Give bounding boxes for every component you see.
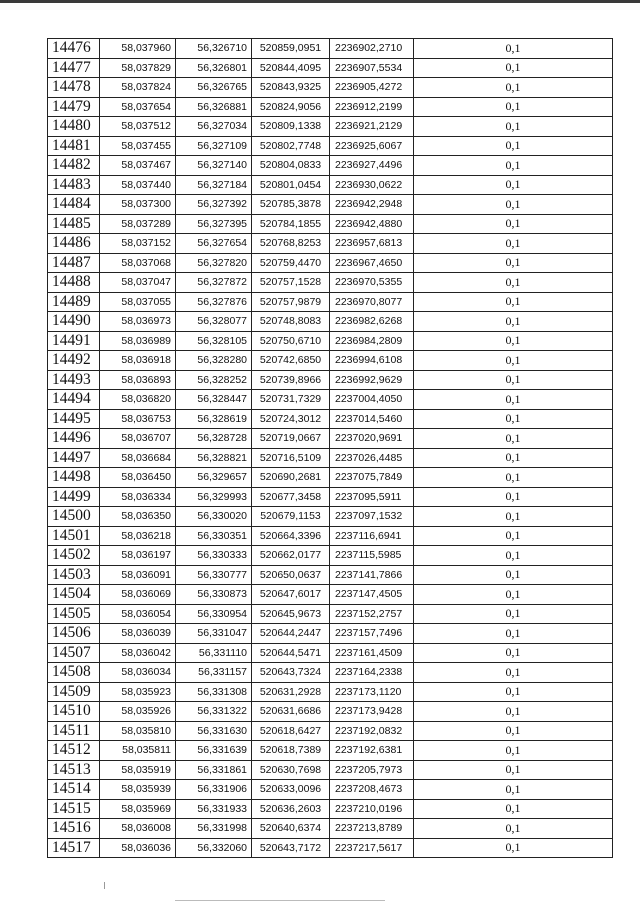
table-row (48, 370, 613, 390)
accuracy-cell: 0,1 (414, 370, 613, 390)
table-row (48, 97, 613, 117)
longitude-cell: 56,326765 (176, 78, 252, 98)
longitude-cell: 56,327109 (176, 136, 252, 156)
longitude-cell: 56,327820 (176, 253, 252, 273)
latitude-cell: 58,037654 (100, 97, 176, 117)
accuracy-cell: 0,1 (414, 39, 613, 59)
table-row (48, 39, 613, 59)
latitude-cell: 58,037455 (100, 136, 176, 156)
longitude-cell: 56,326881 (176, 97, 252, 117)
table-row (48, 760, 613, 780)
accuracy-cell: 0,1 (414, 838, 613, 858)
point-number-cell: 14497 (48, 448, 100, 468)
latitude-cell: 58,035939 (100, 780, 176, 800)
y-coordinate-cell: 2237192,0832 (330, 721, 414, 741)
y-coordinate-cell: 2236957,6813 (330, 234, 414, 254)
x-coordinate-cell: 520690,2681 (252, 468, 330, 488)
point-number-cell: 14481 (48, 136, 100, 156)
latitude-cell: 58,036820 (100, 390, 176, 410)
table-row (48, 643, 613, 663)
table-row (48, 117, 613, 137)
table-row (48, 702, 613, 722)
table-row (48, 546, 613, 566)
latitude-cell: 58,036918 (100, 351, 176, 371)
x-coordinate-cell: 520631,2928 (252, 682, 330, 702)
accuracy-cell: 0,1 (414, 195, 613, 215)
x-coordinate-cell: 520748,8083 (252, 312, 330, 332)
longitude-cell: 56,331110 (176, 643, 252, 663)
table-row (48, 663, 613, 683)
x-coordinate-cell: 520757,1528 (252, 273, 330, 293)
point-number-cell: 14492 (48, 351, 100, 371)
latitude-cell: 58,037829 (100, 58, 176, 78)
accuracy-cell: 0,1 (414, 604, 613, 624)
latitude-cell: 58,035969 (100, 799, 176, 819)
accuracy-cell: 0,1 (414, 585, 613, 605)
longitude-cell: 56,327140 (176, 156, 252, 176)
table-row (48, 507, 613, 527)
table-row (48, 487, 613, 507)
point-number-cell: 14511 (48, 721, 100, 741)
longitude-cell: 56,331998 (176, 819, 252, 839)
longitude-cell: 56,331933 (176, 799, 252, 819)
latitude-cell: 58,036008 (100, 819, 176, 839)
point-number-cell: 14509 (48, 682, 100, 702)
x-coordinate-cell: 520804,0833 (252, 156, 330, 176)
x-coordinate-cell: 520757,9879 (252, 292, 330, 312)
table-row (48, 58, 613, 78)
table-row (48, 156, 613, 176)
y-coordinate-cell: 2237157,7496 (330, 624, 414, 644)
longitude-cell: 56,327876 (176, 292, 252, 312)
longitude-cell: 56,327034 (176, 117, 252, 137)
latitude-cell: 58,036091 (100, 565, 176, 585)
latitude-cell: 58,037824 (100, 78, 176, 98)
latitude-cell: 58,036034 (100, 663, 176, 683)
latitude-cell: 58,037068 (100, 253, 176, 273)
point-number-cell: 14487 (48, 253, 100, 273)
longitude-cell: 56,331861 (176, 760, 252, 780)
latitude-cell: 58,036197 (100, 546, 176, 566)
longitude-cell: 56,331322 (176, 702, 252, 722)
longitude-cell: 56,330020 (176, 507, 252, 527)
latitude-cell: 58,036036 (100, 838, 176, 858)
accuracy-cell: 0,1 (414, 799, 613, 819)
x-coordinate-cell: 520662,0177 (252, 546, 330, 566)
point-number-cell: 14496 (48, 429, 100, 449)
longitude-cell: 56,330351 (176, 526, 252, 546)
x-coordinate-cell: 520759,4470 (252, 253, 330, 273)
point-number-cell: 14484 (48, 195, 100, 215)
accuracy-cell: 0,1 (414, 546, 613, 566)
accuracy-cell: 0,1 (414, 175, 613, 195)
coordinates-table (47, 38, 613, 858)
longitude-cell: 56,328619 (176, 409, 252, 429)
y-coordinate-cell: 2237164,2338 (330, 663, 414, 683)
longitude-cell: 56,326801 (176, 58, 252, 78)
table-row (48, 565, 613, 585)
x-coordinate-cell: 520650,0637 (252, 565, 330, 585)
longitude-cell: 56,332060 (176, 838, 252, 858)
y-coordinate-cell: 2237097,1532 (330, 507, 414, 527)
longitude-cell: 56,331157 (176, 663, 252, 683)
accuracy-cell: 0,1 (414, 741, 613, 761)
point-number-cell: 14514 (48, 780, 100, 800)
y-coordinate-cell: 2237152,2757 (330, 604, 414, 624)
longitude-cell: 56,328821 (176, 448, 252, 468)
accuracy-cell: 0,1 (414, 663, 613, 683)
latitude-cell: 58,037055 (100, 292, 176, 312)
point-number-cell: 14507 (48, 643, 100, 663)
table-row (48, 78, 613, 98)
latitude-cell: 58,036707 (100, 429, 176, 449)
point-number-cell: 14495 (48, 409, 100, 429)
point-number-cell: 14506 (48, 624, 100, 644)
accuracy-cell: 0,1 (414, 507, 613, 527)
table-row (48, 526, 613, 546)
y-coordinate-cell: 2236921,2129 (330, 117, 414, 137)
accuracy-cell: 0,1 (414, 292, 613, 312)
scan-bottom-line (175, 900, 385, 901)
point-number-cell: 14483 (48, 175, 100, 195)
x-coordinate-cell: 520633,0096 (252, 780, 330, 800)
latitude-cell: 58,036054 (100, 604, 176, 624)
longitude-cell: 56,331906 (176, 780, 252, 800)
accuracy-cell: 0,1 (414, 390, 613, 410)
point-number-cell: 14482 (48, 156, 100, 176)
x-coordinate-cell: 520645,9673 (252, 604, 330, 624)
y-coordinate-cell: 2237161,4509 (330, 643, 414, 663)
table-row (48, 799, 613, 819)
longitude-cell: 56,330873 (176, 585, 252, 605)
table-row (48, 780, 613, 800)
latitude-cell: 58,036893 (100, 370, 176, 390)
table-row (48, 390, 613, 410)
point-number-cell: 14502 (48, 546, 100, 566)
x-coordinate-cell: 520618,7389 (252, 741, 330, 761)
latitude-cell: 58,036684 (100, 448, 176, 468)
y-coordinate-cell: 2236925,6067 (330, 136, 414, 156)
point-number-cell: 14505 (48, 604, 100, 624)
x-coordinate-cell: 520636,2603 (252, 799, 330, 819)
table-row (48, 585, 613, 605)
accuracy-cell: 0,1 (414, 136, 613, 156)
longitude-cell: 56,326710 (176, 39, 252, 59)
point-number-cell: 14493 (48, 370, 100, 390)
x-coordinate-cell: 520802,7748 (252, 136, 330, 156)
x-coordinate-cell: 520719,0667 (252, 429, 330, 449)
point-number-cell: 14498 (48, 468, 100, 488)
longitude-cell: 56,328077 (176, 312, 252, 332)
latitude-cell: 58,037960 (100, 39, 176, 59)
accuracy-cell: 0,1 (414, 97, 613, 117)
y-coordinate-cell: 2237192,6381 (330, 741, 414, 761)
longitude-cell: 56,327392 (176, 195, 252, 215)
y-coordinate-cell: 2236942,4880 (330, 214, 414, 234)
x-coordinate-cell: 520631,6686 (252, 702, 330, 722)
table-row (48, 331, 613, 351)
y-coordinate-cell: 2236912,2199 (330, 97, 414, 117)
x-coordinate-cell: 520739,8966 (252, 370, 330, 390)
y-coordinate-cell: 2236927,4496 (330, 156, 414, 176)
longitude-cell: 56,330777 (176, 565, 252, 585)
y-coordinate-cell: 2237115,5985 (330, 546, 414, 566)
x-coordinate-cell: 520731,7329 (252, 390, 330, 410)
table-row (48, 312, 613, 332)
table-row (48, 838, 613, 858)
table-row (48, 624, 613, 644)
y-coordinate-cell: 2237217,5617 (330, 838, 414, 858)
table-row (48, 136, 613, 156)
x-coordinate-cell: 520785,3878 (252, 195, 330, 215)
y-coordinate-cell: 2236907,5534 (330, 58, 414, 78)
accuracy-cell: 0,1 (414, 409, 613, 429)
latitude-cell: 58,037440 (100, 175, 176, 195)
point-number-cell: 14478 (48, 78, 100, 98)
accuracy-cell: 0,1 (414, 331, 613, 351)
latitude-cell: 58,037467 (100, 156, 176, 176)
point-number-cell: 14486 (48, 234, 100, 254)
latitude-cell: 58,037152 (100, 234, 176, 254)
latitude-cell: 58,036753 (100, 409, 176, 429)
table-row (48, 253, 613, 273)
accuracy-cell: 0,1 (414, 682, 613, 702)
point-number-cell: 14508 (48, 663, 100, 683)
y-coordinate-cell: 2236902,2710 (330, 39, 414, 59)
x-coordinate-cell: 520618,6427 (252, 721, 330, 741)
accuracy-cell: 0,1 (414, 429, 613, 449)
x-coordinate-cell: 520742,6850 (252, 351, 330, 371)
x-coordinate-cell: 520643,7324 (252, 663, 330, 683)
table-row (48, 292, 613, 312)
latitude-cell: 58,035811 (100, 741, 176, 761)
scan-artifact-mark (104, 882, 105, 889)
table-row (48, 468, 613, 488)
accuracy-cell: 0,1 (414, 58, 613, 78)
x-coordinate-cell: 520647,6017 (252, 585, 330, 605)
y-coordinate-cell: 2237020,9691 (330, 429, 414, 449)
latitude-cell: 58,037300 (100, 195, 176, 215)
latitude-cell: 58,037512 (100, 117, 176, 137)
accuracy-cell: 0,1 (414, 643, 613, 663)
point-number-cell: 14477 (48, 58, 100, 78)
latitude-cell: 58,036450 (100, 468, 176, 488)
accuracy-cell: 0,1 (414, 624, 613, 644)
accuracy-cell: 0,1 (414, 214, 613, 234)
x-coordinate-cell: 520664,3396 (252, 526, 330, 546)
y-coordinate-cell: 2237205,7973 (330, 760, 414, 780)
latitude-cell: 58,035919 (100, 760, 176, 780)
y-coordinate-cell: 2236994,6108 (330, 351, 414, 371)
scan-top-edge (0, 0, 640, 3)
longitude-cell: 56,328728 (176, 429, 252, 449)
y-coordinate-cell: 2237210,0196 (330, 799, 414, 819)
latitude-cell: 58,036218 (100, 526, 176, 546)
point-number-cell: 14480 (48, 117, 100, 137)
accuracy-cell: 0,1 (414, 234, 613, 254)
latitude-cell: 58,036973 (100, 312, 176, 332)
longitude-cell: 56,331308 (176, 682, 252, 702)
y-coordinate-cell: 2237116,6941 (330, 526, 414, 546)
x-coordinate-cell: 520859,0951 (252, 39, 330, 59)
longitude-cell: 56,328105 (176, 331, 252, 351)
table-row (48, 741, 613, 761)
table-row (48, 351, 613, 371)
point-number-cell: 14504 (48, 585, 100, 605)
longitude-cell: 56,327872 (176, 273, 252, 293)
longitude-cell: 56,327654 (176, 234, 252, 254)
y-coordinate-cell: 2236970,5355 (330, 273, 414, 293)
x-coordinate-cell: 520679,1153 (252, 507, 330, 527)
accuracy-cell: 0,1 (414, 760, 613, 780)
longitude-cell: 56,327395 (176, 214, 252, 234)
x-coordinate-cell: 520750,6710 (252, 331, 330, 351)
accuracy-cell: 0,1 (414, 526, 613, 546)
latitude-cell: 58,036069 (100, 585, 176, 605)
x-coordinate-cell: 520824,9056 (252, 97, 330, 117)
y-coordinate-cell: 2236982,6268 (330, 312, 414, 332)
y-coordinate-cell: 2237004,4050 (330, 390, 414, 410)
longitude-cell: 56,331639 (176, 741, 252, 761)
latitude-cell: 58,035810 (100, 721, 176, 741)
y-coordinate-cell: 2237141,7866 (330, 565, 414, 585)
longitude-cell: 56,328447 (176, 390, 252, 410)
latitude-cell: 58,037047 (100, 273, 176, 293)
longitude-cell: 56,331047 (176, 624, 252, 644)
y-coordinate-cell: 2237095,5911 (330, 487, 414, 507)
point-number-cell: 14490 (48, 312, 100, 332)
point-number-cell: 14485 (48, 214, 100, 234)
table-row (48, 214, 613, 234)
latitude-cell: 58,036334 (100, 487, 176, 507)
table-row (48, 721, 613, 741)
y-coordinate-cell: 2237173,9428 (330, 702, 414, 722)
x-coordinate-cell: 520784,1855 (252, 214, 330, 234)
point-number-cell: 14500 (48, 507, 100, 527)
table-row (48, 429, 613, 449)
coordinates-table-body (48, 39, 613, 858)
point-number-cell: 14489 (48, 292, 100, 312)
y-coordinate-cell: 2236970,8077 (330, 292, 414, 312)
y-coordinate-cell: 2236992,9629 (330, 370, 414, 390)
longitude-cell: 56,327184 (176, 175, 252, 195)
y-coordinate-cell: 2236984,2809 (330, 331, 414, 351)
table-row (48, 195, 613, 215)
latitude-cell: 58,036042 (100, 643, 176, 663)
x-coordinate-cell: 520640,6374 (252, 819, 330, 839)
y-coordinate-cell: 2237208,4673 (330, 780, 414, 800)
y-coordinate-cell: 2237213,8789 (330, 819, 414, 839)
x-coordinate-cell: 520716,5109 (252, 448, 330, 468)
accuracy-cell: 0,1 (414, 780, 613, 800)
accuracy-cell: 0,1 (414, 448, 613, 468)
point-number-cell: 14512 (48, 741, 100, 761)
table-row (48, 409, 613, 429)
y-coordinate-cell: 2237075,7849 (330, 468, 414, 488)
x-coordinate-cell: 520630,7698 (252, 760, 330, 780)
longitude-cell: 56,330333 (176, 546, 252, 566)
longitude-cell: 56,331630 (176, 721, 252, 741)
x-coordinate-cell: 520843,9325 (252, 78, 330, 98)
table-row (48, 273, 613, 293)
x-coordinate-cell: 520801,0454 (252, 175, 330, 195)
accuracy-cell: 0,1 (414, 117, 613, 137)
x-coordinate-cell: 520809,1338 (252, 117, 330, 137)
y-coordinate-cell: 2236905,4272 (330, 78, 414, 98)
point-number-cell: 14513 (48, 760, 100, 780)
point-number-cell: 14494 (48, 390, 100, 410)
point-number-cell: 14517 (48, 838, 100, 858)
table-row (48, 234, 613, 254)
x-coordinate-cell: 520644,5471 (252, 643, 330, 663)
accuracy-cell: 0,1 (414, 702, 613, 722)
longitude-cell: 56,330954 (176, 604, 252, 624)
y-coordinate-cell: 2237026,4485 (330, 448, 414, 468)
point-number-cell: 14503 (48, 565, 100, 585)
accuracy-cell: 0,1 (414, 468, 613, 488)
x-coordinate-cell: 520643,7172 (252, 838, 330, 858)
y-coordinate-cell: 2237014,5460 (330, 409, 414, 429)
point-number-cell: 14488 (48, 273, 100, 293)
point-number-cell: 14516 (48, 819, 100, 839)
point-number-cell: 14499 (48, 487, 100, 507)
longitude-cell: 56,329657 (176, 468, 252, 488)
point-number-cell: 14510 (48, 702, 100, 722)
table-row (48, 682, 613, 702)
point-number-cell: 14515 (48, 799, 100, 819)
point-number-cell: 14479 (48, 97, 100, 117)
y-coordinate-cell: 2236930,0622 (330, 175, 414, 195)
table-row (48, 175, 613, 195)
accuracy-cell: 0,1 (414, 819, 613, 839)
y-coordinate-cell: 2237173,1120 (330, 682, 414, 702)
x-coordinate-cell: 520677,3458 (252, 487, 330, 507)
accuracy-cell: 0,1 (414, 565, 613, 585)
accuracy-cell: 0,1 (414, 721, 613, 741)
latitude-cell: 58,035926 (100, 702, 176, 722)
latitude-cell: 58,035923 (100, 682, 176, 702)
point-number-cell: 14501 (48, 526, 100, 546)
point-number-cell: 14476 (48, 39, 100, 59)
longitude-cell: 56,328252 (176, 370, 252, 390)
y-coordinate-cell: 2237147,4505 (330, 585, 414, 605)
x-coordinate-cell: 520844,4095 (252, 58, 330, 78)
accuracy-cell: 0,1 (414, 487, 613, 507)
latitude-cell: 58,036039 (100, 624, 176, 644)
accuracy-cell: 0,1 (414, 351, 613, 371)
latitude-cell: 58,036989 (100, 331, 176, 351)
x-coordinate-cell: 520768,8253 (252, 234, 330, 254)
longitude-cell: 56,329993 (176, 487, 252, 507)
longitude-cell: 56,328280 (176, 351, 252, 371)
x-coordinate-cell: 520724,3012 (252, 409, 330, 429)
accuracy-cell: 0,1 (414, 273, 613, 293)
accuracy-cell: 0,1 (414, 156, 613, 176)
point-number-cell: 14491 (48, 331, 100, 351)
table-row (48, 819, 613, 839)
latitude-cell: 58,037289 (100, 214, 176, 234)
table-row (48, 448, 613, 468)
y-coordinate-cell: 2236967,4650 (330, 253, 414, 273)
x-coordinate-cell: 520644,2447 (252, 624, 330, 644)
accuracy-cell: 0,1 (414, 78, 613, 98)
latitude-cell: 58,036350 (100, 507, 176, 527)
y-coordinate-cell: 2236942,2948 (330, 195, 414, 215)
table-row (48, 604, 613, 624)
accuracy-cell: 0,1 (414, 253, 613, 273)
accuracy-cell: 0,1 (414, 312, 613, 332)
